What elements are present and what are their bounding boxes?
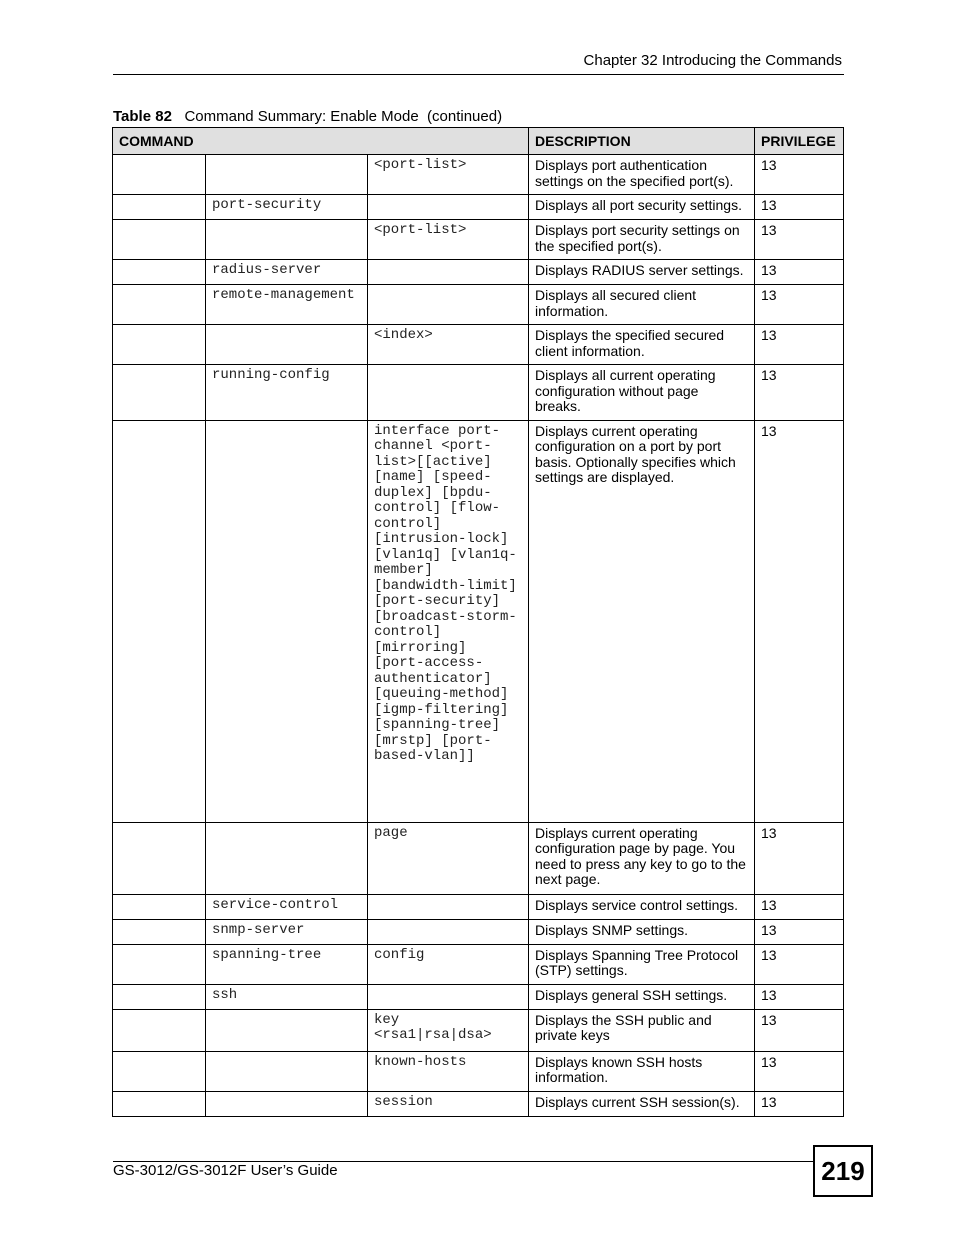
command-level-1-cell xyxy=(113,944,206,984)
table-row xyxy=(113,1051,844,1091)
column-header-command: COMMAND xyxy=(113,128,529,155)
command-level-1-cell xyxy=(113,195,206,220)
command-level-3-cell: <port-list> xyxy=(368,155,529,195)
privilege-cell: 13 xyxy=(755,1091,844,1116)
command-level-3-cell: key <rsa1|rsa|dsa> xyxy=(368,1009,529,1051)
table-caption-label: Table 82 xyxy=(113,108,172,125)
description-cell: Displays SNMP settings. xyxy=(529,919,755,944)
privilege-cell: 13 xyxy=(755,894,844,919)
description-cell: Displays service control settings. xyxy=(529,894,755,919)
command-summary-table xyxy=(112,127,844,1117)
table-row xyxy=(113,155,844,195)
description-cell: Displays current SSH session(s). xyxy=(529,1091,755,1116)
command-level-2-cell xyxy=(206,220,368,260)
privilege-cell: 13 xyxy=(755,420,844,822)
description-cell: Displays general SSH settings. xyxy=(529,984,755,1009)
command-level-3-cell xyxy=(368,984,529,1009)
privilege-cell: 13 xyxy=(755,195,844,220)
privilege-cell: 13 xyxy=(755,984,844,1009)
privilege-cell: 13 xyxy=(755,365,844,421)
table-row xyxy=(113,365,844,421)
command-level-1-cell xyxy=(113,1051,206,1091)
command-level-3-cell: <index> xyxy=(368,325,529,365)
table-caption xyxy=(113,108,502,125)
command-level-2-cell xyxy=(206,155,368,195)
command-level-1-cell xyxy=(113,155,206,195)
column-header-privilege: PRIVILEGE xyxy=(755,128,844,155)
table-row xyxy=(113,195,844,220)
privilege-cell: 13 xyxy=(755,919,844,944)
command-level-2-cell xyxy=(206,420,368,822)
privilege-cell: 13 xyxy=(755,1051,844,1091)
privilege-cell: 13 xyxy=(755,944,844,984)
description-cell: Displays port authentication settings on the specified port(s). xyxy=(529,155,755,195)
command-level-1-cell xyxy=(113,822,206,894)
command-level-2-cell: snmp-server xyxy=(206,919,368,944)
table-row xyxy=(113,894,844,919)
description-cell: Displays Spanning Tree Protocol (STP) settings. xyxy=(529,944,755,984)
command-level-2-cell xyxy=(206,1091,368,1116)
table-header-row xyxy=(113,128,844,155)
command-level-3-cell xyxy=(368,365,529,421)
command-level-1-cell xyxy=(113,325,206,365)
command-level-1-cell xyxy=(113,220,206,260)
description-cell: Displays all current operating configuration without page breaks. xyxy=(529,365,755,421)
command-level-3-cell: session xyxy=(368,1091,529,1116)
command-level-3-cell: <port-list> xyxy=(368,220,529,260)
command-level-1-cell xyxy=(113,1009,206,1051)
description-cell: Displays current operating configuration on a port by port basis. Optionally specifies which settings are displayed. xyxy=(529,420,755,822)
command-level-3-cell xyxy=(368,260,529,285)
command-level-3-cell xyxy=(368,195,529,220)
table-row xyxy=(113,420,844,822)
command-level-3-cell: known-hosts xyxy=(368,1051,529,1091)
chapter-header: Chapter 32 Introducing the Commands xyxy=(583,52,842,69)
privilege-cell: 13 xyxy=(755,155,844,195)
privilege-cell: 13 xyxy=(755,285,844,325)
page-number: 219 xyxy=(813,1145,873,1197)
guide-name: GS-3012/GS-3012F User’s Guide xyxy=(113,1162,338,1179)
command-level-3-cell xyxy=(368,919,529,944)
command-level-2-cell: radius-server xyxy=(206,260,368,285)
table-row xyxy=(113,822,844,894)
command-level-2-cell: port-security xyxy=(206,195,368,220)
privilege-cell: 13 xyxy=(755,260,844,285)
column-header-description: DESCRIPTION xyxy=(529,128,755,155)
command-level-1-cell xyxy=(113,1091,206,1116)
command-level-3-cell: config xyxy=(368,944,529,984)
command-level-1-cell xyxy=(113,260,206,285)
command-level-2-cell xyxy=(206,1009,368,1051)
description-cell: Displays the SSH public and private keys xyxy=(529,1009,755,1051)
command-level-1-cell xyxy=(113,365,206,421)
table-caption-title: Command Summary: Enable Mode (continued) xyxy=(184,108,503,125)
description-cell: Displays RADIUS server settings. xyxy=(529,260,755,285)
command-level-2-cell: running-config xyxy=(206,365,368,421)
command-level-1-cell xyxy=(113,919,206,944)
table-row xyxy=(113,984,844,1009)
description-cell: Displays all secured client information. xyxy=(529,285,755,325)
table-body xyxy=(113,155,844,1117)
command-level-1-cell xyxy=(113,984,206,1009)
table-row xyxy=(113,919,844,944)
command-level-3-cell: page xyxy=(368,822,529,894)
command-level-3-cell: interface port-channel <port-list>[[active] [name] [speed-duplex] [bpdu-control] [flow-control] [intrusion-lock] [vlan1q] [vlan1q-member] [bandwidth-limit] [port-security] [broadcast-storm-control] [mirroring] [port-access-authenticator] [queuing-method] [igmp-filtering] [spanning-tree] [mrstp] [port-based-vlan]] xyxy=(368,420,529,822)
command-level-2-cell: spanning-tree xyxy=(206,944,368,984)
description-cell: Displays known SSH hosts information. xyxy=(529,1051,755,1091)
description-cell: Displays port security settings on the specified port(s). xyxy=(529,220,755,260)
command-level-2-cell xyxy=(206,325,368,365)
table-row xyxy=(113,1009,844,1051)
command-level-1-cell xyxy=(113,420,206,822)
privilege-cell: 13 xyxy=(755,325,844,365)
privilege-cell: 13 xyxy=(755,220,844,260)
privilege-cell: 13 xyxy=(755,822,844,894)
table-row xyxy=(113,1091,844,1116)
command-level-2-cell xyxy=(206,1051,368,1091)
description-cell: Displays current operating configuration page by page. You need to press any key to go to the next page. xyxy=(529,822,755,894)
command-level-2-cell: service-control xyxy=(206,894,368,919)
command-level-3-cell xyxy=(368,285,529,325)
command-level-2-cell: ssh xyxy=(206,984,368,1009)
command-level-1-cell xyxy=(113,285,206,325)
table-row xyxy=(113,260,844,285)
command-level-3-cell xyxy=(368,894,529,919)
table-row xyxy=(113,944,844,984)
table-row xyxy=(113,285,844,325)
table-row xyxy=(113,220,844,260)
header-rule xyxy=(113,74,844,75)
privilege-cell: 13 xyxy=(755,1009,844,1051)
description-cell: Displays all port security settings. xyxy=(529,195,755,220)
table-row xyxy=(113,325,844,365)
command-level-2-cell xyxy=(206,822,368,894)
command-level-2-cell: remote-management xyxy=(206,285,368,325)
command-level-1-cell xyxy=(113,894,206,919)
description-cell: Displays the specified secured client information. xyxy=(529,325,755,365)
